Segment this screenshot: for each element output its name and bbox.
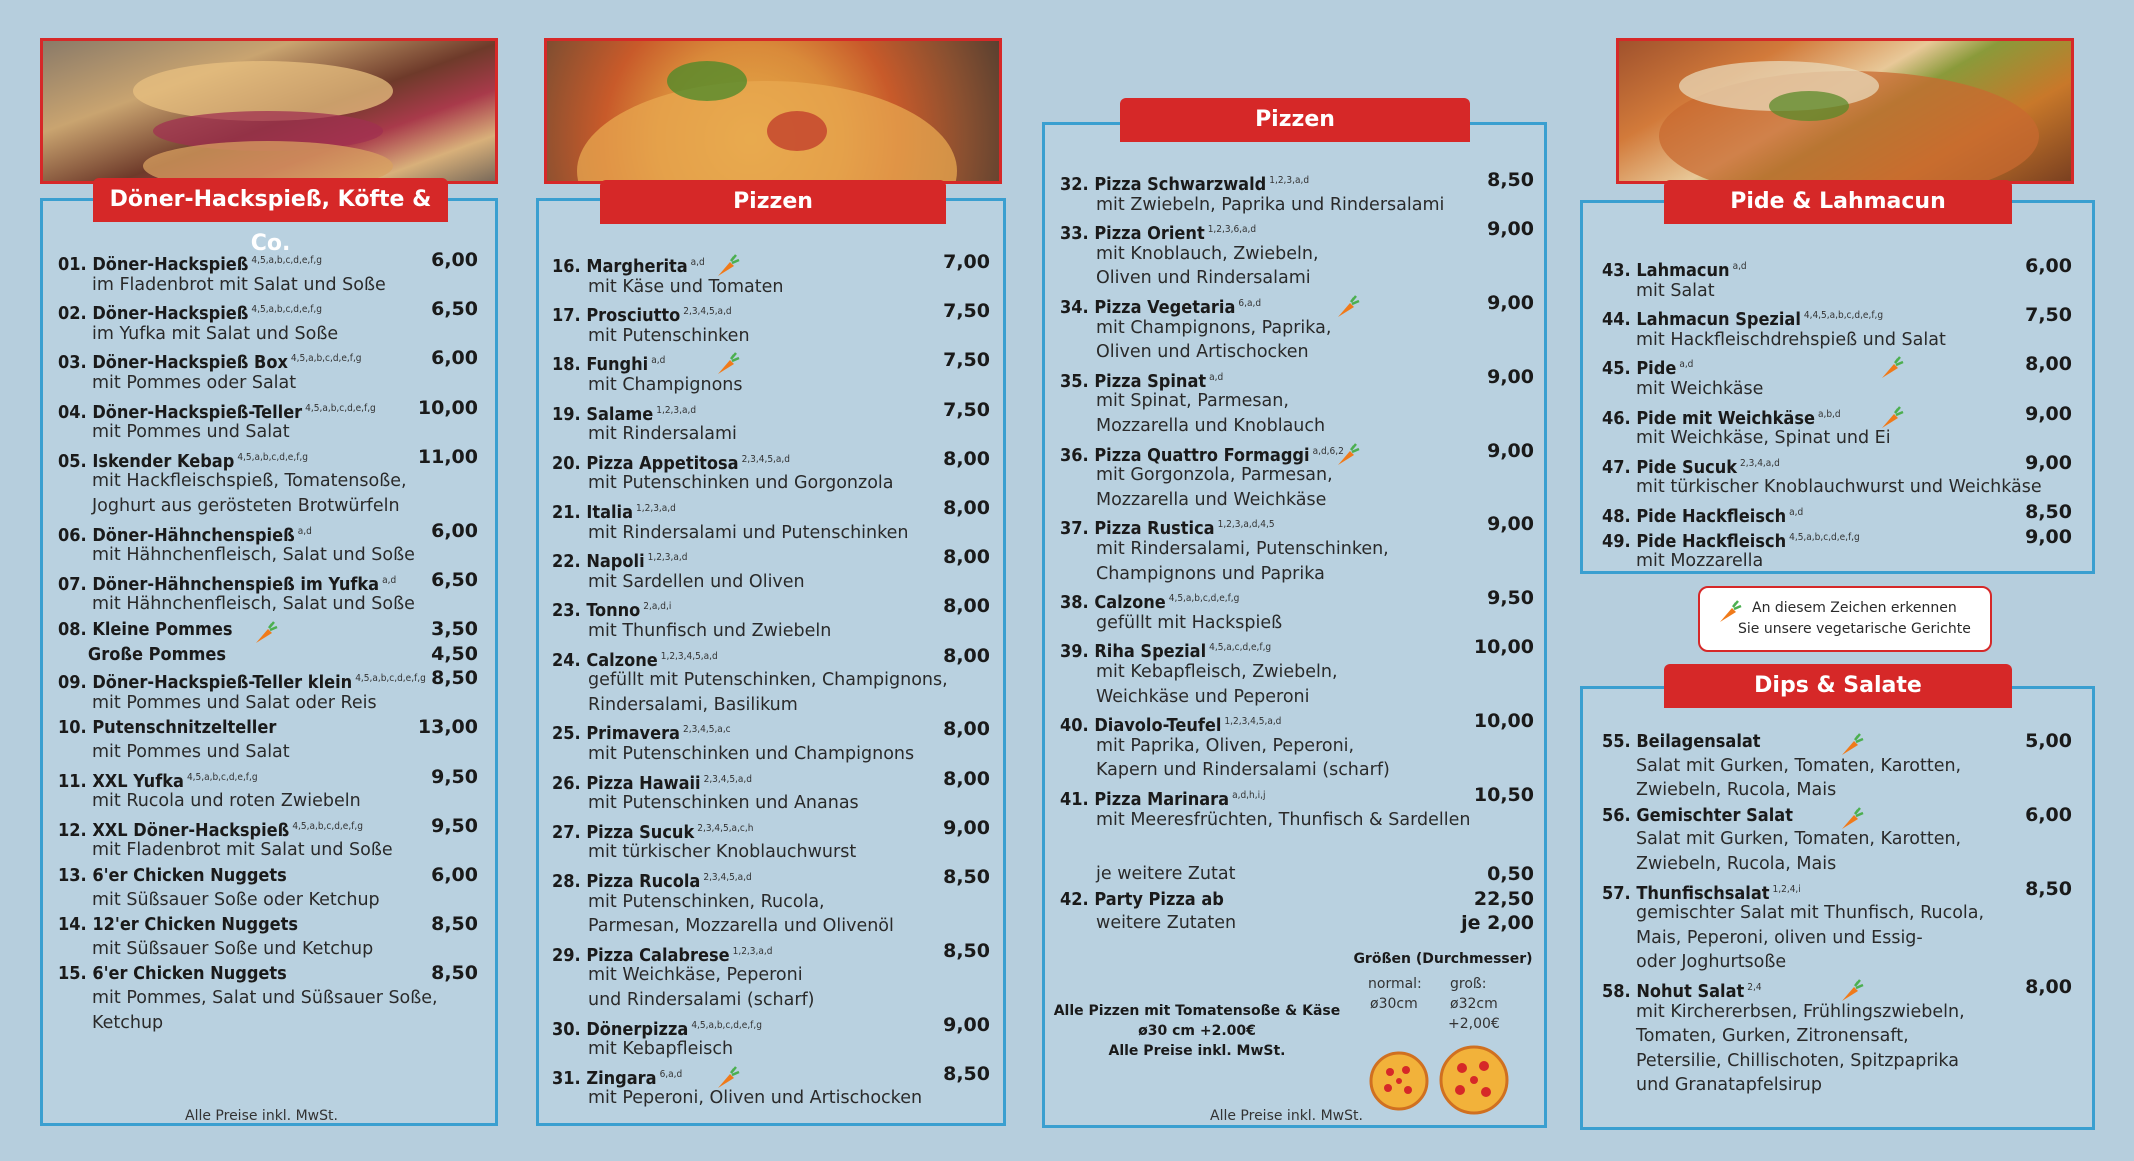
allergen-codes: a,d	[1732, 261, 1747, 272]
menu-item-description: mit Putenschinken und Ananas	[588, 793, 859, 814]
menu-item-description: Zwiebeln, Rucola, Mais	[1636, 780, 1837, 801]
menu-item-price: 7,50	[943, 349, 990, 372]
allergen-codes: 4,5,a,b,c,d,e,f,g	[251, 255, 322, 266]
menu-item-name: 41. Pizza Marinara	[1060, 789, 1230, 810]
menu-item-description: mit Hähnchenfleisch, Salat und Soße	[92, 594, 415, 615]
menu-item-price: 9,50	[1487, 587, 1534, 610]
menu-item-description: mit Thunfisch und Zwiebeln	[588, 621, 832, 641]
menu-item-name: 44. Lahmacun Spezial	[1602, 309, 1801, 331]
menu-item-name: 18. Funghi	[552, 354, 649, 376]
menu-item-description: Weichkäse und Peperoni	[1096, 686, 1310, 707]
allergen-codes: 1,2,3,a,d	[636, 503, 676, 514]
menu-item-price: 6,50	[431, 568, 478, 591]
menu-item	[58, 617, 232, 642]
allergen-codes: 6,a,d	[1238, 298, 1262, 309]
menu-item	[58, 863, 287, 888]
size-normal-value: ø30cm	[1370, 996, 1418, 1012]
menu-item-description: mit Putenschinken und Champignons	[588, 744, 915, 764]
menu-item-name: 21. Italia	[552, 502, 634, 523]
menu-item-description: mit Knoblauch, Zwiebeln,	[1096, 243, 1319, 264]
menu-item-description: mit Pommes und Salat oder Reis	[92, 692, 377, 713]
veg-legend-line1: An diesem Zeichen erkennen	[1752, 600, 1957, 616]
allergen-codes: 4,5,a,b,c,d,e,f,g	[251, 304, 322, 316]
menu-item-price: 8,00	[2025, 976, 2072, 998]
allergen-codes: a,d	[1679, 359, 1694, 371]
allergen-codes: 2,3,4,a,d	[1740, 457, 1780, 469]
menu-item-description: mit Putenschinken	[588, 325, 750, 346]
menu-item-description: mit Rucola und roten Zwiebeln	[92, 791, 361, 812]
menu-item-price: 3,50	[431, 618, 478, 640]
menu-item-description: Salat mit Gurken, Tomaten, Karotten,	[1636, 755, 1962, 776]
menu-item-description: mit Champignons, Paprika,	[1096, 317, 1332, 338]
menu-item-description: Rindersalami, Basilikum	[588, 694, 798, 715]
menu-item-description: Ketchup	[92, 1012, 164, 1033]
allergen-codes: 2,3,4,5,a,d	[703, 872, 752, 883]
menu-item-name: 02. Döner-Hackspieß	[58, 303, 249, 325]
doner-footer: Alle Preise inkl. MwSt.	[185, 1108, 338, 1124]
allergen-codes: 4,5,a,b,c,d,e,f,g	[1789, 531, 1860, 543]
menu-item-name: 09. Döner-Hackspieß-Teller klein	[58, 672, 353, 694]
menu-item	[1602, 803, 1793, 828]
menu-item-price: 6,00	[431, 864, 478, 886]
menu-item-price: 9,00	[1487, 513, 1534, 536]
pizza-icon-large	[1438, 1044, 1510, 1116]
menu-item-description: mit Rindersalami	[588, 424, 737, 445]
allergen-codes: a,d	[1789, 507, 1804, 518]
menu-item-description: Petersilie, Chillischoten, Spitzpaprika	[1636, 1050, 1959, 1071]
pizza-note-line3: Alle Preise inkl. MwSt.	[1108, 1043, 1286, 1059]
size-normal-label: normal:	[1368, 976, 1422, 992]
menu-item-description: mit Mozzarella	[1636, 551, 1764, 572]
menu-item-description: mit türkischer Knoblauchwurst	[588, 842, 857, 863]
menu-item-name: 20. Pizza Appetitosa	[552, 452, 739, 474]
pizza-photo	[544, 38, 1002, 184]
extra-topping-label: je weitere Zutat	[1096, 864, 1236, 884]
menu-item-name: 19. Salame	[552, 403, 654, 425]
allergen-codes: a,d,6,2	[1312, 445, 1344, 457]
menu-item-price: 7,50	[943, 398, 990, 421]
menu-item-name: 56. Gemischter Salat	[1602, 804, 1793, 826]
menu-item-price: 8,50	[943, 939, 990, 962]
menu-item-name: 48. Pide Hackfleisch	[1602, 506, 1787, 527]
menu-item-name: 17. Prosciutto	[552, 305, 681, 327]
menu-item-price: 8,00	[943, 595, 990, 618]
menu-item-price: 9,00	[2025, 451, 2072, 474]
menu-item-description: mit Putenschinken und Gorgonzola	[588, 473, 894, 494]
menu-item-description: mit Putenschinken, Rucola,	[588, 891, 825, 912]
allergen-codes: 4,5,a,b,c,d,e,f,g	[186, 771, 258, 783]
menu-item-price: 5,00	[2025, 730, 2072, 752]
menu-item-name: 07. Döner-Hähnchenspieß	[58, 573, 295, 595]
menu-item-name: 22. Napoli	[552, 551, 645, 573]
menu-item-name: 38. Calzone	[1060, 592, 1166, 614]
menu-item-price: 8,50	[943, 1062, 990, 1085]
menu-item-description: mit Kebapfleisch	[588, 1039, 734, 1060]
allergen-codes: a,d	[690, 257, 705, 268]
menu-item-name: 03. Döner-Hackspieß Box	[58, 352, 288, 374]
menu-item-name: 10. Putenschnitzelteller	[58, 717, 277, 739]
veg-legend-line2: Sie unsere vegetarische Gerichte	[1738, 621, 1971, 637]
menu-item-price: 10,50	[1473, 784, 1534, 806]
menu-item-description: Mozzarella und Knoblauch	[1096, 416, 1326, 436]
size-gross-value: ø32cm	[1450, 996, 1498, 1012]
pizzen1-title: Pizzen	[600, 180, 946, 224]
menu-item-price: 9,00	[1487, 292, 1534, 314]
menu-item-price: 9,00	[943, 816, 990, 839]
menu-item-name: 46. Pide mit Weichkäse	[1602, 407, 1815, 429]
allergen-codes: a,d	[1209, 371, 1224, 383]
menu-item-description: und Rindersalami (scharf)	[588, 990, 815, 1010]
menu-item-price: 8,50	[943, 866, 990, 888]
menu-item-description: mit Käse und Tomaten	[588, 276, 784, 297]
pide-photo	[1616, 38, 2074, 184]
menu-item-price: 9,00	[1487, 365, 1534, 388]
menu-item-description: mit Meeresfrüchten, Thunfisch & Sardellen	[1096, 809, 1471, 830]
menu-item-name: 49. Pide Hackfleisch	[1602, 530, 1787, 552]
menu-item-name: 57. Thunfischsalat	[1602, 882, 1770, 904]
menu-item-name: 01. Döner-Hackspieß	[58, 254, 249, 275]
party-pizza-price: 22,50	[1473, 888, 1534, 910]
allergen-codes: 1,2,3,a,d,4,5	[1217, 519, 1275, 531]
menu-item-price: 9,00	[1487, 439, 1534, 462]
menu-item-price: 7,00	[943, 251, 990, 273]
menu-item-name: 23. Tonno	[552, 600, 641, 622]
menu-item-suffix: im Yufka	[294, 573, 380, 595]
menu-item-name: 47. Pide Sucuk	[1602, 456, 1738, 478]
carrot-icon	[1334, 441, 1360, 467]
menu-item-name: 25. Primavera	[552, 723, 680, 745]
menu-item-price: 8,50	[2025, 877, 2072, 900]
menu-item-price: 9,50	[431, 814, 478, 837]
pizza-icon-small	[1368, 1050, 1430, 1112]
menu-item-description: mit türkischer Knoblauchwurst und Weichkäse	[1636, 477, 2042, 498]
menu-item-description: mit Gorgonzola, Parmesan,	[1096, 465, 1333, 486]
menu-item-name: 16. Margherita	[552, 256, 688, 277]
menu-item-name: 12. XXL Döner-Hackspieß	[58, 819, 290, 841]
menu-item-name: 27. Pizza Sucuk	[552, 821, 695, 843]
allergen-codes: 1,2,3,a,d	[647, 552, 688, 564]
menu-item-description: mit Zwiebeln, Paprika und Rindersalami	[1096, 194, 1445, 215]
allergen-codes: 4,4,5,a,b,c,d,e,f,g	[1803, 310, 1884, 322]
menu-item-name: 36. Pizza Quattro Formaggi	[1060, 444, 1310, 466]
menu-item-price: 8,50	[2025, 501, 2072, 523]
menu-item-price: 8,00	[2025, 353, 2072, 376]
menu-item-price: 9,50	[431, 765, 478, 788]
menu-item-name: 14. 12'er Chicken Nuggets	[58, 914, 299, 936]
allergen-codes: 4,5,a,b,c,d,e,f,g	[292, 820, 363, 832]
menu-item-description: mit Hackfleischdrehspieß und Salat	[1636, 329, 1946, 350]
menu-item-name: 37. Pizza Rustica	[1060, 518, 1215, 540]
menu-item-price: 8,50	[431, 667, 478, 690]
menu-item-description: Kapern und Rindersalami (scharf)	[1096, 760, 1390, 781]
menu-item-name: 06. Döner-Hähnchenspieß	[58, 524, 295, 546]
menu-item-description: mit Kirchererbsen, Frühlingszwiebeln,	[1636, 1001, 1965, 1022]
menu-item-description: mit Rindersalami, Putenschinken,	[1096, 539, 1389, 559]
menu-item-description: mit Champignons	[588, 375, 743, 395]
allergen-codes: 2,3,4,5,a,c	[682, 724, 731, 736]
menu-item-name: 39. Riha Spezial	[1060, 641, 1207, 663]
allergen-codes: 2,3,4,5,a,d	[741, 453, 790, 465]
allergen-codes: 4,5,a,b,c,d,e,f,g	[305, 402, 376, 414]
menu-item-description: mit Kebapfleisch, Zwiebeln,	[1096, 662, 1338, 682]
menu-item-price: 13,00	[417, 716, 478, 739]
menu-item-description: mit Sardellen und Oliven	[588, 571, 805, 592]
menu-item-price: 7,50	[2025, 304, 2072, 327]
doner-title: Döner-Hackspieß, Köfte & Co.	[93, 178, 448, 222]
menu-item-name: Große Pommes	[58, 643, 226, 665]
allergen-codes: a,d	[297, 525, 312, 537]
menu-item-description: Mozzarella und Weichkäse	[1096, 489, 1327, 510]
menu-item-price: 8,00	[943, 718, 990, 741]
menu-item-price: 8,00	[943, 767, 990, 790]
menu-item-name: 58. Nohut Salat	[1602, 981, 1745, 1002]
pizzen2-title: Pizzen	[1120, 98, 1470, 142]
menu-item-description: mit Weichkäse	[1636, 379, 1764, 399]
allergen-codes: 1,2,4,i	[1772, 883, 1801, 895]
menu-item-price: 10,00	[1473, 636, 1534, 659]
party-pizza-desc-price: je 2,00	[1461, 912, 1534, 934]
party-pizza-name: 42. Party Pizza ab	[1060, 889, 1224, 910]
menu-item-description: mit Pommes oder Salat	[92, 373, 297, 393]
allergen-codes: 4,5,a,b,c,d,e,f,g	[1168, 593, 1240, 605]
menu-item-description: Joghurt aus gerösteten Brotwürfeln	[92, 496, 400, 516]
menu-item-description: mit Weichkäse, Spinat und Ei	[1636, 428, 1891, 449]
menu-item-name: 04. Döner-Hackspieß-Teller	[58, 401, 303, 423]
menu-item-price: 8,50	[1487, 169, 1534, 191]
carrot-icon	[1716, 598, 1742, 624]
menu-item-price: 6,00	[431, 519, 478, 542]
allergen-codes: 1,2,3,4,5,a,d	[1224, 716, 1282, 728]
menu-item-price: 8,00	[943, 447, 990, 470]
allergen-codes: 1,2,3,6,a,d	[1207, 224, 1257, 236]
menu-item-price: 7,50	[943, 300, 990, 323]
allergen-codes: a,d	[651, 355, 666, 367]
menu-item-name: 34. Pizza Vegetaria	[1060, 297, 1236, 318]
menu-item-price: 8,50	[431, 913, 478, 936]
allergen-codes: 4,5,a,b,c,d,e,f,g	[237, 451, 308, 463]
menu-item-name: 55. Beilagensalat	[1602, 731, 1761, 752]
size-gross-label: groß:	[1450, 976, 1487, 992]
allergen-codes: 1,2,3,a,d	[732, 945, 773, 957]
menu-item-name: 24. Calzone	[552, 649, 658, 671]
menu-item-description: mit Fladenbrot mit Salat und Soße	[92, 840, 393, 861]
allergen-codes: a,b,d	[1817, 408, 1841, 420]
menu-item-description: mit Salat	[1636, 280, 1715, 301]
allergen-codes: 2,3,4,5,a,d	[703, 773, 752, 785]
allergen-codes: 2,a,d,i	[643, 601, 672, 613]
menu-item-description: mit Peperoni, Oliven und Artischocken	[588, 1088, 923, 1109]
menu-item-description: Oliven und Artischocken	[1096, 342, 1309, 363]
allergen-codes: 1,2,3,a,d	[1269, 175, 1310, 186]
doner-photo	[40, 38, 498, 184]
menu-item-price: 10,00	[417, 396, 478, 419]
menu-item-name: 11. XXL Yufka	[58, 770, 184, 792]
menu-item-price: 6,00	[2025, 255, 2072, 277]
menu-item-description: mit Hackfleischspieß, Tomatensoße,	[92, 471, 407, 492]
menu-item-price: 9,00	[2025, 525, 2072, 548]
menu-item	[1602, 729, 1761, 754]
menu-item-price: 4,50	[431, 642, 478, 665]
menu-item-price: 8,00	[943, 497, 990, 519]
menu-item-description: Tomaten, Gurken, Zitronensaft,	[1636, 1026, 1909, 1047]
menu-item-description: mit Süßsauer Soße oder Ketchup	[92, 889, 380, 910]
pizza-note-line2: ø30 cm +2.00€	[1138, 1023, 1256, 1039]
menu-item-name: 29. Pizza Calabrese	[552, 944, 730, 966]
menu-item-name: 05. Iskender Kebap	[58, 450, 235, 472]
carrot-icon	[1878, 354, 1904, 380]
menu-item-description: Parmesan, Mozzarella und Olivenöl	[588, 916, 894, 937]
menu-item-name: 33. Pizza Orient	[1060, 223, 1205, 245]
size-gross-extra: +2,00€	[1448, 1016, 1500, 1032]
sizes-title: Größen (Durchmesser)	[1353, 951, 1533, 967]
menu-item-price: 8,50	[431, 962, 478, 985]
allergen-codes: a,d	[382, 574, 397, 586]
menu-item-description: mit Rindersalami und Putenschinken	[588, 522, 909, 543]
dips-title: Dips & Salate	[1664, 664, 2012, 708]
menu-item-price: 6,50	[431, 298, 478, 321]
menu-item-name: 43. Lahmacun	[1602, 260, 1730, 281]
menu-item-description: Salat mit Gurken, Tomaten, Karotten,	[1636, 829, 1962, 850]
menu-item-description: gemischter Salat mit Thunfisch, Rucola,	[1636, 903, 1985, 924]
allergen-codes: 2,4	[1747, 982, 1762, 993]
menu-item-price: 6,00	[2025, 803, 2072, 826]
allergen-codes: 6,a,d	[659, 1068, 683, 1080]
menu-item-description: mit Spinat, Parmesan,	[1096, 391, 1289, 412]
menu-item-name: 13. 6'er Chicken Nuggets	[58, 865, 287, 886]
carrot-icon	[252, 619, 278, 645]
allergen-codes: 4,5,a,b,c,d,e,f,g	[691, 1019, 762, 1031]
menu-item-description: im Fladenbrot mit Salat und Soße	[92, 274, 386, 295]
menu-item-price: 6,00	[431, 249, 478, 271]
allergen-codes: 1,2,3,a,d	[656, 404, 697, 416]
pizzen2-footer: Alle Preise inkl. MwSt.	[1210, 1108, 1363, 1124]
allergen-codes: 4,5,a,b,c,d,e,f,g	[290, 353, 362, 365]
menu-item	[58, 961, 287, 986]
menu-item-description: und Granatapfelsirup	[1636, 1075, 1823, 1096]
menu-item-name: 28. Pizza Rucola	[552, 871, 701, 892]
menu-item	[58, 715, 276, 740]
allergen-codes: a,d,h,i,j	[1232, 790, 1266, 801]
menu-item-price: 6,00	[431, 347, 478, 370]
menu-item-description: mit Hähnchenfleisch, Salat und Soße	[92, 545, 415, 566]
menu-item-description: oder Joghurtsoße	[1636, 952, 1787, 973]
menu-item-name: 30. Dönerpizza	[552, 1018, 689, 1040]
menu-item-description: Zwiebeln, Rucola, Mais	[1636, 854, 1837, 874]
pide-title: Pide & Lahmacun	[1664, 180, 2012, 224]
menu-item-price: 9,00	[943, 1013, 990, 1036]
menu-item-price: 11,00	[417, 445, 478, 468]
menu-item-name: 31. Zingara	[552, 1067, 657, 1089]
allergen-codes: 1,2,3,4,5,a,d	[660, 650, 718, 662]
carrot-icon	[1334, 293, 1360, 319]
menu-item-description: Oliven und Rindersalami	[1096, 268, 1311, 289]
menu-item-name: 40. Diavolo-Teufel	[1060, 715, 1222, 737]
menu-item-name: 35. Pizza Spinat	[1060, 370, 1207, 392]
extra-topping-price: 0,50	[1487, 863, 1534, 885]
menu-item-price: 9,00	[2025, 402, 2072, 425]
menu-item-description: mit Paprika, Oliven, Peperoni,	[1096, 735, 1355, 756]
allergen-codes: 2,3,4,5,a,c,h	[697, 822, 754, 834]
menu-item-name: 45. Pide	[1602, 358, 1677, 380]
menu-item-description: Mais, Peperoni, oliven und Essig-	[1636, 927, 1923, 948]
menu-item-description: Champignons und Paprika	[1096, 563, 1325, 584]
menu-item-description: mit Weichkäse, Peperoni	[588, 965, 803, 986]
menu-item-description: mit Pommes, Salat und Süßsauer Soße,	[92, 988, 438, 1008]
menu-item-name: 32. Pizza Schwarzwald	[1060, 174, 1267, 195]
menu-item-description: gefüllt mit Hackspieß	[1096, 612, 1283, 633]
menu-item-description: gefüllt mit Putenschinken, Champignons,	[588, 670, 948, 691]
menu-item	[58, 912, 298, 937]
menu-item	[58, 642, 226, 667]
menu-item-description: mit Pommes und Salat	[92, 422, 290, 443]
pizza-note-line1: Alle Pizzen mit Tomatensoße & Käse	[1053, 1003, 1341, 1019]
menu-item-name: 26. Pizza Hawaii	[552, 772, 701, 794]
allergen-codes: 4,5,a,b,c,d,e,f,g	[355, 673, 426, 685]
menu-item-name: 15. 6'er Chicken Nuggets	[58, 963, 287, 985]
party-pizza-desc: weitere Zutaten	[1096, 913, 1237, 933]
menu-item-description: mit Pommes und Salat	[92, 742, 290, 762]
allergen-codes: 2,3,4,5,a,d	[683, 306, 732, 318]
menu-item-price: 8,00	[943, 546, 990, 569]
menu-item-name: 08. Kleine Pommes	[58, 619, 233, 640]
allergen-codes: 4,5,a,c,d,e,f,g	[1209, 642, 1272, 654]
menu-item-price: 8,00	[943, 644, 990, 667]
menu-item-description: im Yufka mit Salat und Soße	[92, 323, 339, 344]
menu-item-description: mit Süßsauer Soße und Ketchup	[92, 938, 374, 959]
menu-item-price: 10,00	[1473, 710, 1534, 733]
menu-item-price: 9,00	[1487, 218, 1534, 241]
